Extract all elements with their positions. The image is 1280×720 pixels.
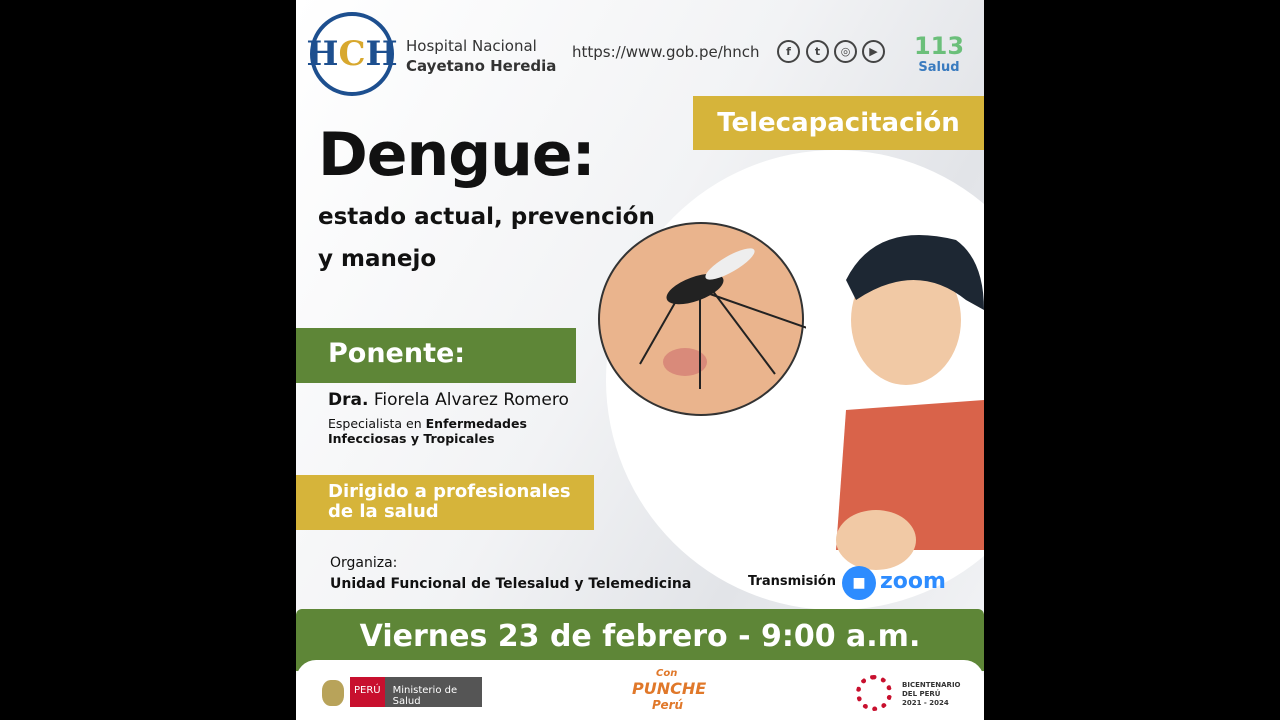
bicentenario-line2: DEL PERÚ (902, 690, 941, 698)
campaign-country: Perú (652, 698, 684, 712)
speaker-fullname: Fiorela Alvarez Romero (373, 390, 569, 410)
transmission-label: Transmisión (748, 574, 836, 589)
bicentenario-line1: BICENTENARIO (902, 681, 961, 689)
sick-person-illustration (816, 220, 984, 610)
peru-label: PERÚ (350, 677, 385, 707)
audience-line2: de la salud (328, 501, 439, 522)
campaign-big: PUNCHE (632, 679, 707, 698)
organizer-name: Unidad Funcional de Telesalud y Telemedicina (330, 576, 692, 592)
hospital-name-line2: Cayetano Heredia (406, 57, 557, 75)
instagram-icon: ◎ (834, 40, 857, 63)
campaign-small: Con (656, 668, 678, 679)
bicentenario-logo (902, 681, 961, 708)
bicentenario-icon (856, 675, 892, 711)
speaker-name (328, 390, 569, 410)
event-poster (296, 0, 984, 720)
zoom-camera-icon: ■ (842, 566, 876, 600)
specialty-part2: Infecciosas y Tropicales (328, 431, 495, 446)
specialty-prefix: Especialista en (328, 416, 422, 431)
poster-title: Dengue: (318, 120, 595, 190)
hotline-logo (908, 14, 970, 82)
peru-coat-of-arms-icon (322, 680, 344, 706)
speaker-title: Dra. (328, 390, 369, 410)
mosquito-illustration (598, 222, 804, 416)
hospital-logo: H C H (310, 12, 394, 96)
hospital-name-line1: Hospital Nacional (406, 37, 537, 55)
hospital-name (406, 36, 556, 76)
hotline-number: 113 (913, 32, 965, 60)
speaker-specialty (328, 416, 527, 446)
hotline-label: Salud (918, 60, 960, 75)
audience-line1: Dirigido a profesionales (328, 481, 571, 502)
subtitle-line2: y manejo (318, 246, 437, 272)
bicentenario-line3: 2021 - 2024 (902, 699, 949, 707)
punche-peru-logo (632, 668, 706, 712)
youtube-icon: ▶ (862, 40, 885, 63)
organizer-label: Organiza: (330, 555, 398, 571)
website-url: https://www.gob.pe/hnch (572, 43, 760, 61)
facebook-icon: f (777, 40, 800, 63)
twitter-icon: t (806, 40, 829, 63)
speaker-heading: Ponente: (296, 328, 576, 383)
ministry-label: Ministerio de Salud (385, 677, 482, 707)
specialty-part1: Enfermedades (425, 416, 527, 431)
minsa-logo (350, 677, 482, 707)
audience-banner (296, 475, 594, 530)
subtitle-line1: estado actual, prevención (318, 204, 655, 230)
event-date-banner: Viernes 23 de febrero - 9:00 a.m. (296, 609, 984, 671)
zoom-logo: zoom (880, 569, 946, 594)
telecapacitacion-badge: Telecapacitación (693, 96, 984, 150)
